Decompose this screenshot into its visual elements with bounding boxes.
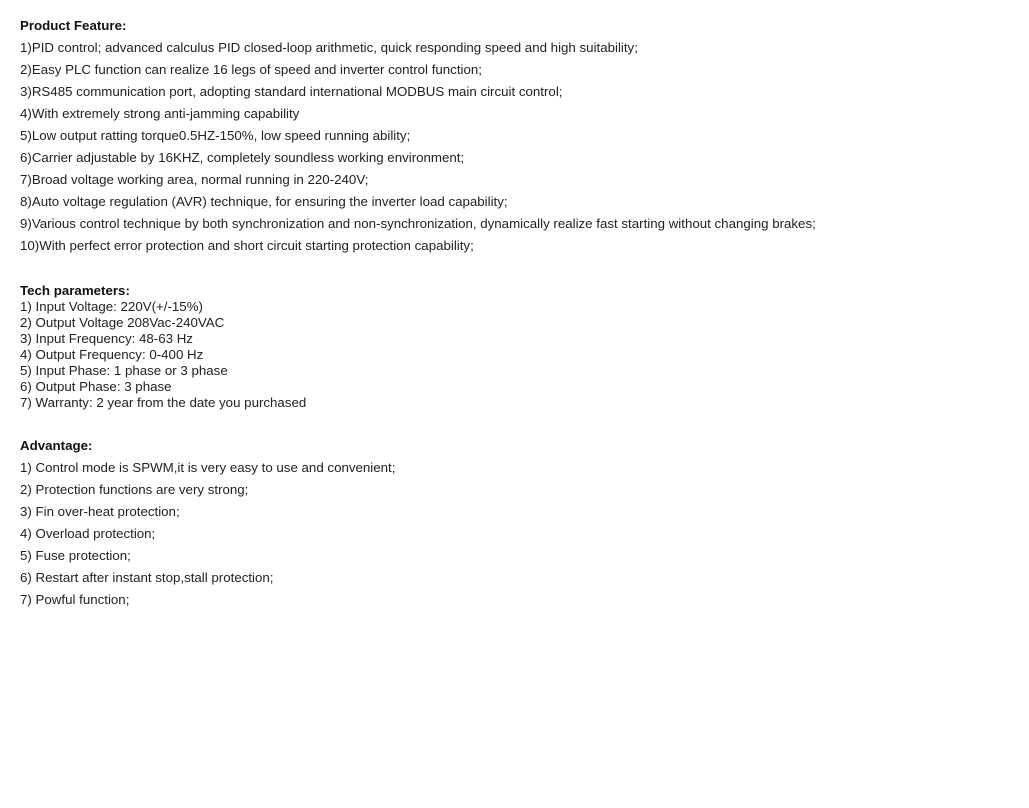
tech-parameters-heading: Tech parameters: [20,283,130,298]
advantage-section [20,437,1010,611]
list-item: 9)Various control technique by both synchronization and non-synchronization, dynamically realize fast starting without changing brakes; [20,216,816,231]
list-item: 4)With extremely strong anti-jamming capability [20,106,300,121]
product-description [20,17,1010,611]
list-item: 2) Protection functions are very strong; [20,482,249,497]
list-item: 10)With perfect error protection and short circuit starting protection capability; [20,238,474,253]
tech-parameters-list [20,299,1010,411]
list-item: 5) Input Phase: 1 phase or 3 phase [20,363,228,378]
list-item: 4) Output Frequency: 0-400 Hz [20,347,204,362]
product-feature-list [20,37,1010,257]
list-item: 2)Easy PLC function can realize 16 legs of speed and inverter control function; [20,62,482,77]
list-item: 1)PID control; advanced calculus PID closed-loop arithmetic, quick responding speed and high suitability; [20,40,638,55]
list-item: 1) Control mode is SPWM,it is very easy to use and convenient; [20,460,396,475]
advantage-heading: Advantage: [20,438,93,453]
advantage-list [20,457,1010,611]
list-item: 6) Restart after instant stop,stall protection; [20,570,274,585]
list-item: 3) Fin over-heat protection; [20,504,180,519]
product-feature-heading: Product Feature: [20,18,127,33]
list-item: 5) Fuse protection; [20,548,131,563]
product-feature-section [20,17,1010,257]
list-item: 1) Input Voltage: 220V(+/-15%) [20,299,203,314]
list-item: 5)Low output ratting torque0.5HZ-150%, low speed running ability; [20,128,411,143]
list-item: 3)RS485 communication port, adopting standard international MODBUS main circuit control; [20,84,563,99]
list-item: 2) Output Voltage 208Vac-240VAC [20,315,225,330]
list-item: 8)Auto voltage regulation (AVR) technique, for ensuring the inverter load capability; [20,194,508,209]
list-item: 7) Warranty: 2 year from the date you purchased [20,395,307,410]
list-item: 7) Powful function; [20,592,130,607]
tech-parameters-section [20,283,1010,411]
list-item: 6)Carrier adjustable by 16KHZ, completely soundless working environment; [20,150,465,165]
list-item: 7)Broad voltage working area, normal running in 220-240V; [20,172,369,187]
list-item: 3) Input Frequency: 48-63 Hz [20,331,193,346]
list-item: 4) Overload protection; [20,526,156,541]
list-item: 6) Output Phase: 3 phase [20,379,172,394]
